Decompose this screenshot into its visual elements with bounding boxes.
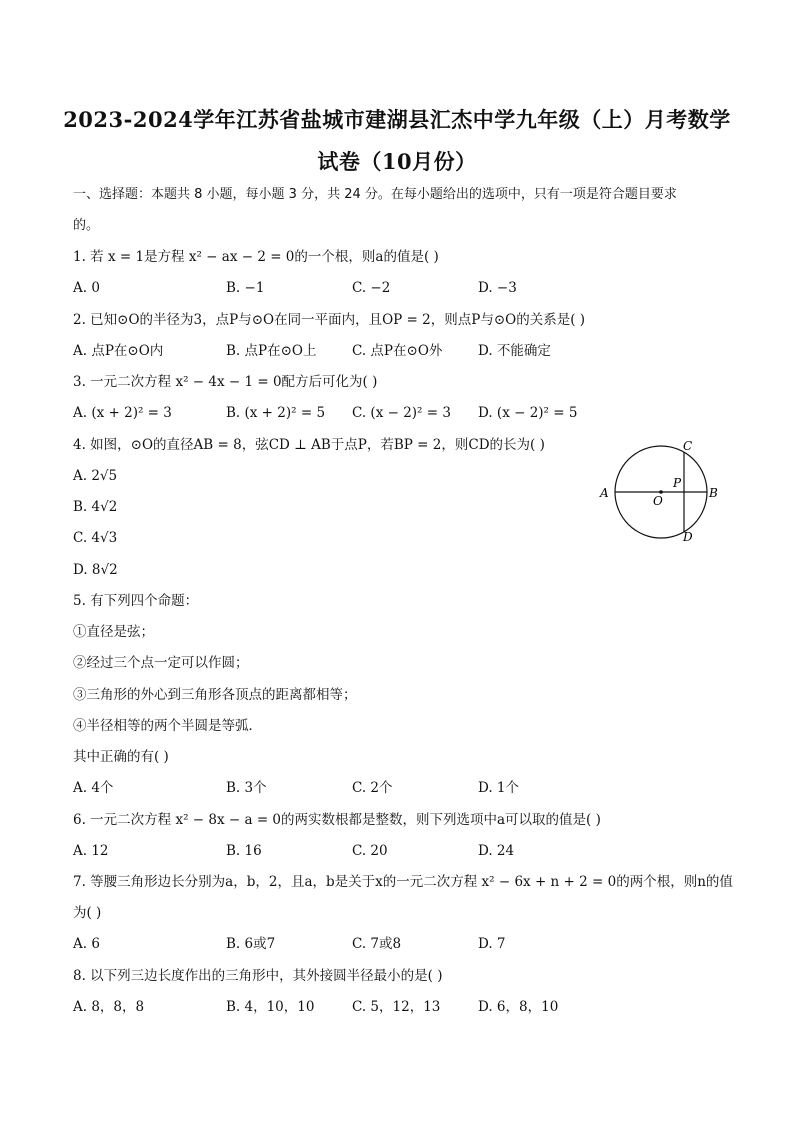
question-4-option-d: D. 8√2 bbox=[73, 562, 118, 578]
question-5-option-d: D. 1个 bbox=[478, 780, 520, 796]
question-5-option-c: C. 2个 bbox=[352, 780, 393, 796]
question-7-stem: 7. 等腰三角形边长分别为a，b，2，且a，b是关于x的一元二次方程 x² − 6x + n + 2 = 0的两个根，则n的值 bbox=[73, 874, 733, 890]
label-p: P bbox=[673, 476, 682, 490]
question-3-option-a: A. (x + 2)² = 3 bbox=[73, 405, 172, 421]
question-6-option-b: B. 16 bbox=[226, 843, 262, 859]
question-5-option-b: B. 3个 bbox=[226, 780, 267, 796]
question-3-option-d: D. (x − 2)² = 5 bbox=[478, 405, 578, 421]
question-2-stem: 2. 已知⊙O的半径为3，点P与⊙O在同一平面内，且OP = 2，则点P与⊙O的关系是( ) bbox=[73, 312, 586, 328]
question-7-option-d: D. 7 bbox=[478, 936, 506, 952]
question-8-stem: 8. 以下列三边长度作出的三角形中，其外接圆半径最小的是( ) bbox=[73, 968, 443, 984]
label-b: B bbox=[709, 486, 718, 500]
question-7-option-b: B. 6或7 bbox=[226, 936, 276, 952]
label-a: A bbox=[600, 486, 609, 500]
question-4-option-a: A. 2√5 bbox=[73, 468, 118, 484]
question-1-stem: 1. 若 x = 1是方程 x² − ax − 2 = 0的一个根，则a的值是( ) bbox=[73, 249, 439, 265]
question-5-stem: 5. 有下列四个命题： bbox=[73, 593, 199, 609]
question-6-option-a: A. 12 bbox=[73, 843, 109, 859]
question-4-option-b: B. 4√2 bbox=[73, 499, 118, 515]
section-instruction-line1: 一、选择题：本题共 8 小题，每小题 3 分，共 24 分。在每小题给出的选项中，只有一项是符合题目要求 bbox=[73, 187, 677, 202]
question-2-option-b: B. 点P在⊙O上 bbox=[226, 343, 317, 359]
question-1-option-d: D. −3 bbox=[478, 280, 517, 296]
question-4-stem: 4. 如图，⊙O的直径AB = 8，弦CD ⊥ AB于点P，若BP = 2，则CD的长为( ) bbox=[73, 437, 545, 453]
circle-chord-figure bbox=[596, 438, 736, 548]
question-8-option-c: C. 5，12，13 bbox=[352, 999, 441, 1015]
question-1-option-a: A. 0 bbox=[73, 280, 100, 296]
question-7-option-c: C. 7或8 bbox=[352, 936, 402, 952]
question-2-option-d: D. 不能确定 bbox=[478, 343, 551, 359]
label-d: D bbox=[683, 530, 693, 544]
question-5-statement-2: ②经过三个点一定可以作圆； bbox=[73, 655, 249, 671]
question-5-statement-4: ④半径相等的两个半圆是等弧． bbox=[73, 718, 262, 734]
question-5-statement-3: ③三角形的外心到三角形各顶点的距离都相等； bbox=[73, 687, 357, 703]
question-6-option-c: C. 20 bbox=[352, 843, 388, 859]
section-instruction-line2: 的。 bbox=[73, 218, 100, 233]
question-4-option-c: C. 4√3 bbox=[73, 530, 118, 546]
question-3-option-c: C. (x − 2)² = 3 bbox=[352, 405, 451, 421]
question-5-statement-1: ①直径是弦； bbox=[73, 624, 154, 640]
question-3-option-b: B. (x + 2)² = 5 bbox=[226, 405, 326, 421]
question-6-option-d: D. 24 bbox=[478, 843, 515, 859]
question-8-option-a: A. 8，8，8 bbox=[73, 999, 145, 1015]
question-7-option-a: A. 6 bbox=[73, 936, 100, 952]
question-5-prompt: 其中正确的有( ) bbox=[73, 749, 169, 765]
label-o: O bbox=[653, 494, 663, 508]
question-8-option-b: B. 4，10，10 bbox=[226, 999, 315, 1015]
question-2-option-c: C. 点P在⊙O外 bbox=[352, 343, 443, 359]
question-2-option-a: A. 点P在⊙O内 bbox=[73, 343, 164, 359]
question-5-option-a: A. 4个 bbox=[73, 780, 114, 796]
label-c: C bbox=[683, 439, 693, 453]
question-3-stem: 3. 一元二次方程 x² − 4x − 1 = 0配方后可化为( ) bbox=[73, 374, 378, 390]
question-1-option-b: B. −1 bbox=[226, 280, 265, 296]
question-8-option-d: D. 6，8，10 bbox=[478, 999, 559, 1015]
exam-title-line1: 2023-2024学年江苏省盐城市建湖县汇杰中学九年级（上）月考数学 bbox=[63, 107, 731, 132]
question-6-stem: 6. 一元二次方程 x² − 8x − a = 0的两实数根都是整数，则下列选项中a可以取的值是( ) bbox=[73, 812, 601, 828]
exam-title-line2: 试卷（10月份） bbox=[317, 149, 477, 174]
question-7-stem-continued: 为( ) bbox=[73, 905, 102, 921]
question-1-option-c: C. −2 bbox=[352, 280, 391, 296]
